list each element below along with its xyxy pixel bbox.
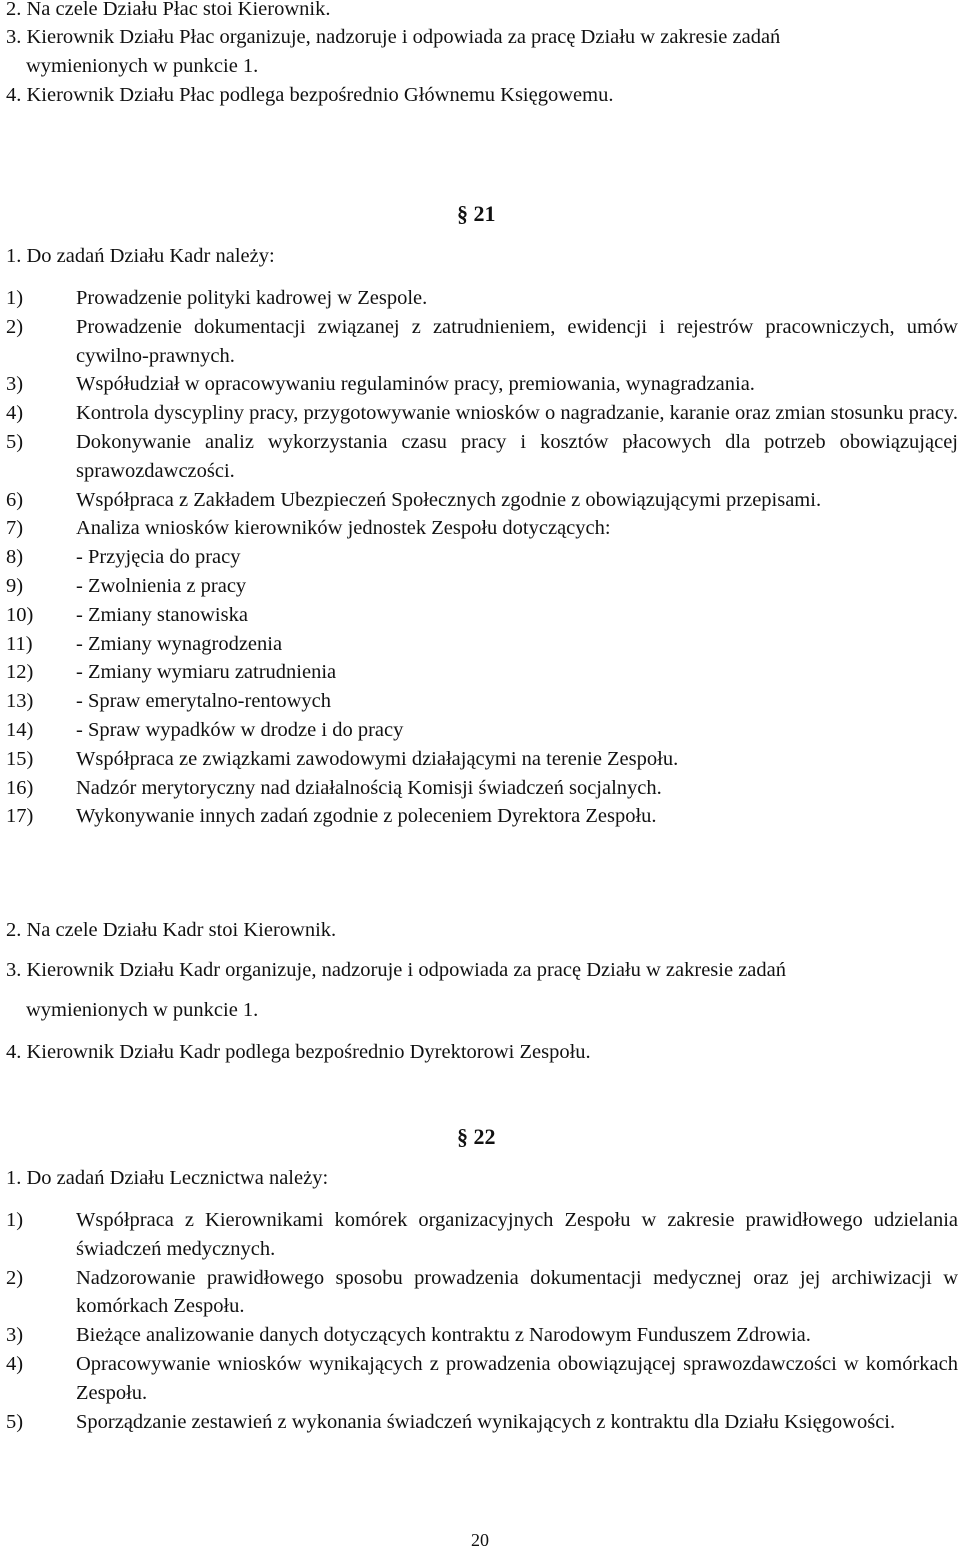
list-item-number: 3)	[6, 1324, 24, 1347]
list-item-number: 8)	[6, 546, 24, 569]
list-item	[6, 745, 958, 774]
list-item-number: 5)	[6, 430, 24, 453]
section-22-intro: 1. Do zadań Działu Lecznictwa należy:	[6, 1167, 329, 1189]
list-item-text: - Zwolnienia z pracy	[76, 574, 247, 597]
list-item	[6, 658, 958, 687]
list-item-text: Współpraca z Kierownikami komórek organizacyjnych Zespołu w zakresie prawidłowego udzielania świadczeń medycznych.	[76, 1209, 958, 1260]
paragraph-hr-manager-duties-cont: wymienionych w punkcie 1.	[26, 999, 259, 1021]
list-item-text: Prowadzenie polityki kadrowej w Zespole.	[76, 287, 428, 309]
medical-tasks-list	[6, 1206, 958, 1436]
list-item-text: Bieżące analizowanie danych dotyczących kontraktu z Narodowym Funduszem Zdrowia.	[76, 1324, 811, 1347]
list-item	[6, 774, 958, 803]
list-item-text: - Spraw wypadków w drodze i do pracy	[76, 718, 404, 741]
list-item	[6, 1408, 958, 1437]
paragraph-hr-reporting: 4. Kierownik Działu Kadr podlega bezpośrednio Dyrektorowi Zespołu.	[6, 1041, 591, 1063]
paragraph-hr-manager-duties: 3. Kierownik Działu Kadr organizuje, nadzoruje i odpowiada za pracę Działu w zakresie zadań	[6, 959, 786, 981]
list-item-number: 4)	[6, 402, 24, 425]
list-item-number: 15)	[6, 747, 34, 770]
paragraph-payroll-head: 2. Na czele Działu Płac stoi Kierownik.	[6, 0, 331, 20]
paragraph-payroll-manager-duties: 3. Kierownik Działu Płac organizuje, nadzoruje i odpowiada za pracę Działu w zakresie zadań	[6, 26, 781, 48]
section-22-heading: § 22	[457, 1124, 496, 1149]
list-item-number: 7)	[6, 517, 24, 540]
list-item	[6, 313, 958, 371]
list-item	[6, 687, 958, 716]
list-item-number: 9)	[6, 574, 24, 597]
list-item	[6, 370, 958, 399]
list-item-number: 4)	[6, 1352, 24, 1375]
list-item	[6, 572, 958, 601]
paragraph-payroll-manager-duties-cont: wymienionych w punkcie 1.	[26, 55, 259, 77]
list-item-text: Współudział w opracowywaniu regulaminów pracy, premiowania, wynagradzania.	[76, 373, 755, 396]
list-item	[6, 716, 958, 745]
list-item-number: 12)	[6, 661, 34, 684]
list-item-text: - Zmiany wymiaru zatrudnienia	[76, 661, 337, 684]
list-item	[6, 399, 958, 428]
list-item-number: 2)	[6, 315, 24, 338]
list-item-number: 16)	[6, 776, 34, 799]
section-21-intro: 1. Do zadań Działu Kadr należy:	[6, 245, 275, 267]
list-item-text: - Przyjęcia do pracy	[76, 546, 241, 569]
list-item-text: Nadzorowanie prawidłowego sposobu prowadzenia dokumentacji medycznej oraz jej archiwizacji w komórkach Zespołu.	[76, 1266, 958, 1318]
list-item-number: 6)	[6, 488, 24, 511]
list-item-number: 5)	[6, 1410, 24, 1433]
list-item-number: 17)	[6, 805, 34, 828]
list-item-text: Opracowywanie wniosków wynikających z prowadzenia obowiązującej sprawozdawczości w komórkach Zespołu.	[76, 1352, 958, 1404]
list-item	[6, 514, 958, 543]
list-item	[6, 543, 958, 572]
list-item-text: Dokonywanie analiz wykorzystania czasu pracy i kosztów płacowych dla potrzeb obowiązującej sprawozdawczości.	[76, 430, 958, 482]
list-item-text: - Zmiany stanowiska	[76, 603, 248, 626]
list-item-number: 11)	[6, 632, 33, 655]
list-item	[6, 601, 958, 630]
section-21-heading: § 21	[457, 201, 496, 226]
list-item-number: 2)	[6, 1266, 24, 1289]
list-item-text: - Spraw emerytalno-rentowych	[76, 690, 332, 713]
page-number: 20	[471, 1530, 489, 1550]
list-item-number: 1)	[6, 1209, 24, 1231]
list-item-number: 3)	[6, 373, 24, 396]
list-item-number: 13)	[6, 690, 34, 713]
list-item	[6, 486, 958, 515]
paragraph-payroll-reporting: 4. Kierownik Działu Płac podlega bezpośrednio Głównemu Księgowemu.	[6, 84, 614, 106]
list-item	[6, 1321, 958, 1350]
list-item-text: Wykonywanie innych zadań zgodnie z poleceniem Dyrektora Zespołu.	[76, 805, 657, 828]
list-item	[6, 1264, 958, 1322]
list-item	[6, 1350, 958, 1408]
paragraph-hr-head: 2. Na czele Działu Kadr stoi Kierownik.	[6, 919, 337, 941]
list-item-number: 10)	[6, 603, 34, 626]
list-item	[6, 428, 958, 486]
list-item	[6, 1206, 958, 1264]
list-item-text: Sporządzanie zestawień z wykonania świadczeń wynikających z kontraktu dla Działu Księgowości.	[76, 1410, 896, 1433]
list-item-text: Współpraca z Zakładem Ubezpieczeń Społecznych zgodnie z obowiązującymi przepisami.	[76, 488, 822, 511]
list-item	[6, 284, 958, 313]
list-item-text: Analiza wniosków kierowników jednostek Zespołu dotyczących:	[76, 517, 611, 540]
list-item-text: Prowadzenie dokumentacji związanej z zatrudnieniem, ewidencji i rejestrów pracowniczych, umów cywilno-prawnych.	[76, 315, 958, 367]
list-item-number: 1)	[6, 287, 24, 309]
list-item-text: - Zmiany wynagrodzenia	[76, 632, 283, 655]
list-item	[6, 630, 958, 659]
hr-tasks-list	[6, 284, 958, 831]
list-item-text: Kontrola dyscypliny pracy, przygotowywanie wniosków o nagradzanie, karanie oraz zmian stosunku pracy.	[76, 402, 958, 425]
list-item-text: Współpraca ze związkami zawodowymi działającymi na terenie Zespołu.	[76, 747, 679, 770]
list-item-number: 14)	[6, 718, 34, 741]
list-item-text: Nadzór merytoryczny nad działalnością Komisji świadczeń socjalnych.	[76, 776, 662, 799]
list-item	[6, 802, 958, 831]
